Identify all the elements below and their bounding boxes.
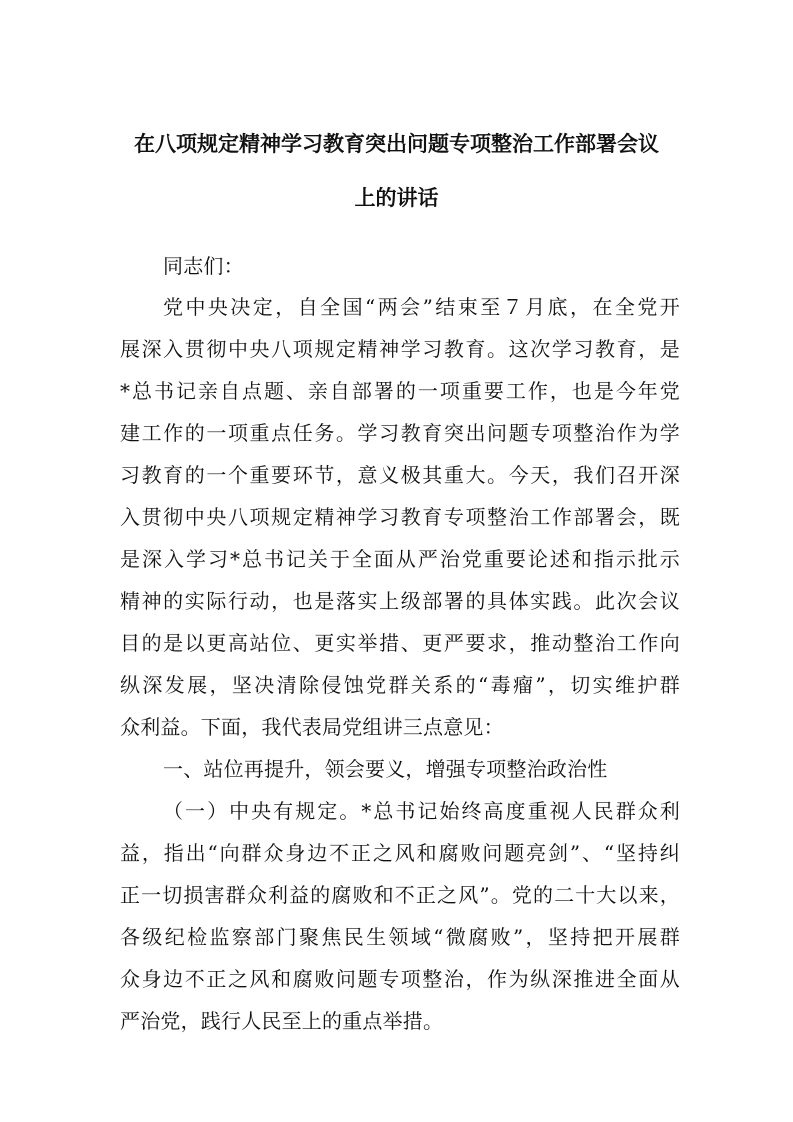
paragraph-line: 各级纪检监察部门聚焦民生领域“微腐败”，坚持把开展群: [120, 925, 680, 949]
paragraph-line: 党中央决定，自全国“两会”结束至７月底，在全党开: [163, 295, 680, 319]
paragraph-line: 众利益。下面，我代表局党组讲三点意见：: [120, 715, 504, 739]
document-title-line-1: 在八项规定精神学习教育突出问题专项整治工作部署会议: [134, 131, 659, 156]
paragraph-line: 习教育的一个重要环节，意义极其重大。今天，我们召开深: [120, 463, 680, 487]
paragraph-line: 纵深发展，坚决清除侵蚀党群关系的“毒瘤”，切实维护群: [120, 673, 680, 697]
paragraph-line: 精神的实际行动，也是落实上级部署的具体实践。此次会议: [120, 589, 680, 613]
paragraph-line: 建工作的一项重点任务。学习教育突出问题专项整治作为学: [120, 421, 680, 445]
paragraph-line: （一）中央有规定。*总书记始终高度重视人民群众利: [163, 799, 680, 823]
section-heading: 一、站位再提升，领会要义，增强专项整治政治性: [163, 757, 608, 781]
paragraph-line: 益，指出“向群众身边不正之风和腐败问题亮剑”、“坚持纠: [120, 841, 680, 865]
document-title-line-2: 上的讲话: [354, 185, 439, 210]
greeting: 同志们：: [163, 254, 244, 278]
paragraph-line: 严治党，践行人民至上的重点举措。: [120, 1009, 444, 1033]
paragraph-line: 正一切损害群众利益的腐败和不正之风”。党的二十大以来，: [120, 883, 680, 907]
paragraph-line: 展深入贯彻中央八项规定精神学习教育。这次学习教育，是: [120, 337, 680, 361]
paragraph-line: 众身边不正之风和腐败问题专项整治，作为纵深推进全面从: [120, 967, 680, 991]
paragraph-line: 目的是以更高站位、更实举措、更严要求，推动整治工作向: [120, 631, 680, 655]
paragraph-line: 是深入学习*总书记关于全面从严治党重要论述和指示批示: [120, 547, 680, 571]
paragraph-line: 入贯彻中央八项规定精神学习教育专项整治工作部署会，既: [120, 505, 680, 529]
paragraph-line: *总书记亲自点题、亲自部署的一项重要工作，也是今年党: [120, 379, 680, 403]
